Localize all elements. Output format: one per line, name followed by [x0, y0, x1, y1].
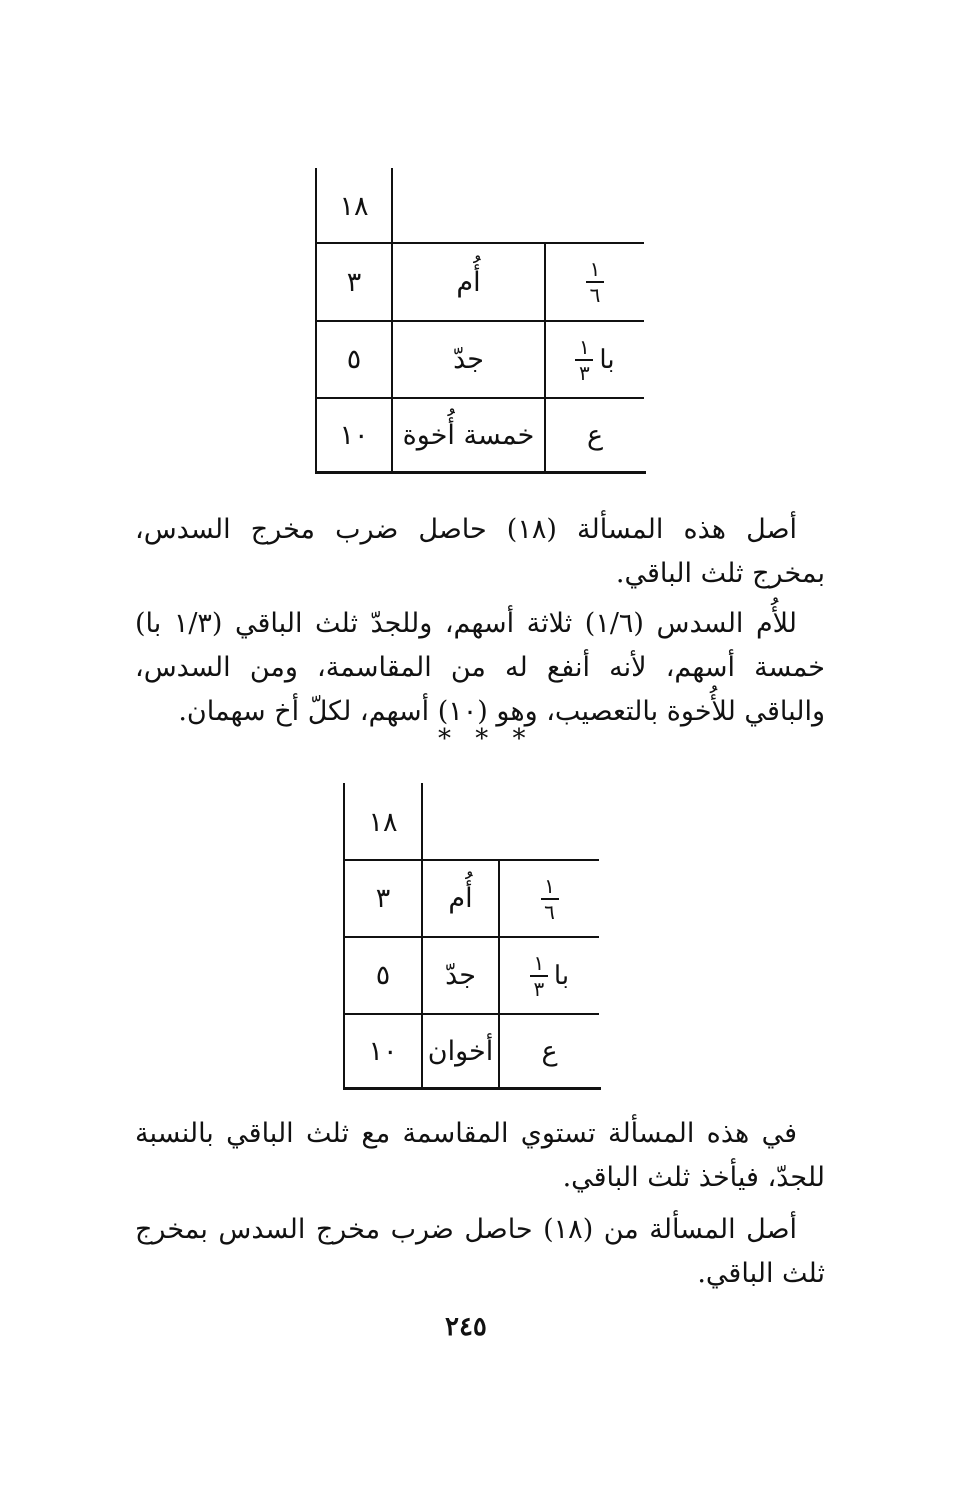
table-heir-cell: جدّ	[453, 344, 484, 375]
page-number: ٢٤٥	[445, 1312, 487, 1342]
paragraph: في هذه المسألة تستوي المقاسمة مع ثلث الباقي بالنسبة للجدّ، فيأخذ ثلث الباقي.	[135, 1118, 825, 1193]
table-value-cell: ١٠	[339, 419, 369, 451]
explanation-block-2	[135, 1112, 825, 1296]
table-share-cell: ع	[541, 1035, 558, 1067]
table-share-cell	[546, 244, 644, 320]
paragraph: أصل هذه المسألة (١٨) حاصل ضرب مخرج السدس، بمخرج ثلث الباقي.	[135, 514, 825, 589]
table-header-value: ١٨	[339, 190, 369, 222]
table-heir-cell: أُم	[448, 883, 473, 914]
table-header-value: ١٨	[368, 806, 398, 838]
table-share-cell: $\frac{١}{٣}$ با	[500, 938, 599, 1013]
fraction: $\frac{١}{٣}$	[575, 337, 593, 383]
table-heir-cell: خمسة أُخوة	[402, 419, 535, 451]
fraction: $\frac{١}{٣}$	[530, 953, 548, 999]
fraction: $\frac{١}{٦}$	[586, 259, 604, 305]
table-value-cell: ٣	[375, 883, 391, 914]
explanation-block-1	[135, 508, 825, 734]
table-rule	[343, 1087, 601, 1090]
table-value-cell: ٥	[375, 960, 391, 991]
table-value-cell: ١٠	[368, 1035, 398, 1067]
section-separator: * * *	[438, 724, 534, 754]
table-share-cell	[500, 861, 599, 936]
table-rule	[315, 471, 646, 474]
fraction: $\frac{١}{٦}$	[541, 876, 559, 922]
table-share-cell: ع	[586, 419, 604, 451]
paragraph: للأُم السدس (١/٦) ثلاثة أسهم، وللجدّ ثلث الباقي (١/٣ با) خمسة أسهم، لأنه أنفع له من المقاسمة، ومن السدس، والباقي للأُخوة بالتعصيب، وهو (١٠) أسهم، لكلّ أخ سهمان.	[135, 608, 825, 727]
table-heir-cell: أخوان	[427, 1035, 494, 1067]
table-heir-cell: جدّ	[445, 960, 476, 991]
table-heir-cell: أُم	[456, 266, 481, 298]
table-value-cell: ٣	[346, 266, 362, 298]
table-value-cell: ٥	[346, 344, 362, 375]
paragraph: أصل المسألة من (١٨) حاصل ضرب مخرج السدس بمخرج ثلث الباقي.	[135, 1214, 825, 1289]
table-share-cell: $\frac{١}{٣}$ با	[546, 322, 644, 397]
